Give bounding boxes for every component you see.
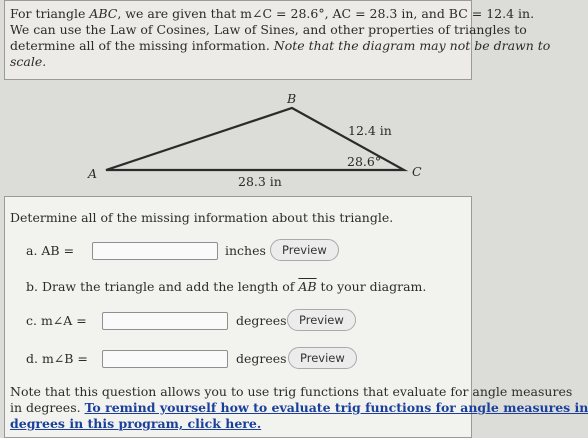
side-label-bc: 12.4 in [348,123,392,138]
angle-b-input[interactable] [102,350,228,368]
preview-button-d[interactable]: Preview [288,347,357,369]
vertex-label-b: B [287,91,297,106]
trig-note [10,384,588,432]
part-c-label: c. m∠A = [26,313,87,328]
problem-statement [10,6,551,70]
triangle-name: ABC [89,6,118,21]
triangle-diagram [0,86,474,190]
help-link[interactable]: To remind yourself how to evaluate trig functions for angle measures in [84,400,588,415]
problem-line-4: scale. [10,54,47,69]
side-label-ac: 28.3 in [238,174,282,189]
part-d-unit: degrees [236,351,287,366]
segment-ab: $\overline{AB}$ [298,279,317,294]
note-line-3 [10,416,468,432]
instructions: Determine all of the missing information about this triangle. [10,210,394,225]
part-a-unit: inches [225,243,266,258]
note-line-2: in degrees. To remind yourself how to evaluate trig functions for angle measures in [10,400,588,415]
angle-label-c: 28.6° [347,154,382,169]
problem-line-1: For triangle ABC, we are given that m∠C = 28.6°, AC = 28.3 in, and BC = 12.4 in. [10,6,535,21]
vertex-label-c: C [412,164,422,179]
part-d-label: d. m∠B = [26,351,88,366]
preview-button-c[interactable]: Preview [287,309,356,331]
part-c-unit: degrees [236,313,287,328]
vertex-label-a: A [88,166,98,181]
preview-button-a[interactable]: Preview [270,239,339,261]
help-link-continued[interactable]: degrees in this program, click here. [10,416,262,431]
note-line-1: Note that this question allows you to use trig functions that evaluate for angle measures [10,384,573,399]
problem-line-3: determine all of the missing information. Note that the diagram may not be drawn to [10,38,551,53]
part-b-text: b. Draw the triangle and add the length of $\overline{AB}$ to your diagram. [26,279,427,294]
part-a-label: a. AB = [26,243,75,258]
problem-line-2: We can use the Law of Cosines, Law of Sines, and other properties of triangles to [10,22,527,37]
angle-a-input[interactable] [102,312,228,330]
ab-input[interactable] [92,242,218,260]
